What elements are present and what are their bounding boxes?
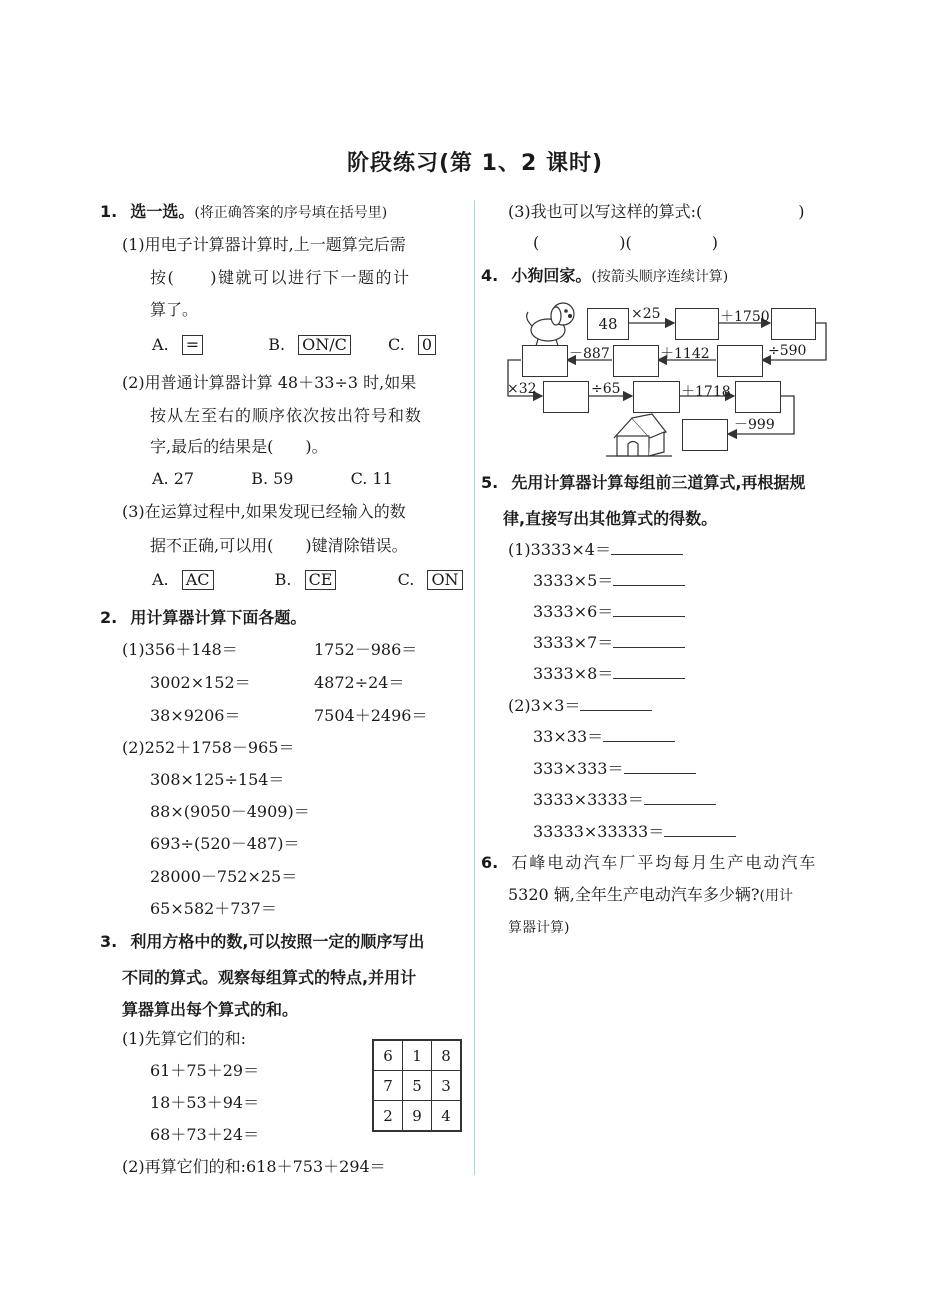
q5-expr: 333×333＝ xyxy=(533,759,624,778)
q5-expr: 33×33＝ xyxy=(533,727,604,746)
flow-answer-box[interactable] xyxy=(522,345,568,377)
op-label: ＋1718 xyxy=(681,384,731,400)
q2-expr: 38×9206＝ xyxy=(150,706,241,725)
equals-key: = xyxy=(182,335,203,355)
q2-expr: 1752－986＝ xyxy=(314,640,418,659)
q2-expr: 308×125÷154＝ xyxy=(150,770,285,789)
q1-p2-line1: (2)用普通计算器计算 48＋33÷3 时,如果 xyxy=(122,373,417,392)
q6-line1: 石峰电动汽车厂平均每月生产电动汽车 xyxy=(511,853,818,872)
question-number: 2. xyxy=(100,608,118,627)
option-c-label: C. xyxy=(388,335,405,354)
q3-p2: (2)再算它们的和:618＋753＋294＝ xyxy=(122,1157,386,1176)
q5-expr: 33333×33333＝ xyxy=(533,822,665,841)
q5-expr-row xyxy=(508,696,652,716)
option-b-label: B. xyxy=(268,335,286,354)
flow-answer-box[interactable] xyxy=(771,308,816,340)
question-number: 5. xyxy=(481,473,499,492)
q5-expr: 3333×8＝ xyxy=(533,664,614,683)
q2-expr: (2)252＋1758－965＝ xyxy=(122,738,295,757)
zero-key: 0 xyxy=(418,335,436,355)
question-5-header xyxy=(481,473,805,493)
q5-expr-row xyxy=(533,633,685,653)
q5-expr-row xyxy=(533,727,675,747)
q5-expr: 3333×6＝ xyxy=(533,602,614,621)
q2-expr: 7504＋2496＝ xyxy=(314,706,428,725)
q2-expr: (1)356＋148＝ xyxy=(122,640,238,659)
answer-blank[interactable] xyxy=(664,822,736,837)
flow-answer-box[interactable] xyxy=(613,345,659,377)
q5-expr-row xyxy=(533,790,716,810)
question-heading: 选一选。 xyxy=(130,202,195,221)
q1-p1-line2: 按( )键就可以进行下一题的计 xyxy=(150,268,411,287)
q5-expr-row xyxy=(508,540,683,560)
q5-expr-row xyxy=(533,759,696,779)
flow-answer-box[interactable] xyxy=(543,381,589,413)
flow-answer-box[interactable] xyxy=(735,381,781,413)
answer-blank[interactable] xyxy=(580,696,652,711)
q2-expr: 65×582＋737＝ xyxy=(150,899,277,918)
q5-expr-row xyxy=(533,571,685,591)
house-icon xyxy=(606,414,672,456)
op-label: ×25 xyxy=(631,306,661,322)
q1-p3-line2: 据不正确,可以用( )键清除错误。 xyxy=(150,536,408,555)
on-c-key: ON/C xyxy=(298,335,351,355)
grid-cell: 6 xyxy=(373,1040,403,1071)
flow-answer-box[interactable] xyxy=(717,345,763,377)
op-label: ＋1142 xyxy=(660,346,710,362)
answer-blank[interactable] xyxy=(613,602,685,617)
q5-expr: 3333×3333＝ xyxy=(533,790,644,809)
q1-p1-line3: 算了。 xyxy=(150,300,199,319)
flow-answer-box[interactable] xyxy=(682,419,728,451)
option-a-label: A. xyxy=(152,570,169,589)
op-label: ÷590 xyxy=(768,343,807,359)
q6-line2-row xyxy=(508,885,793,906)
option-c-label: C. xyxy=(397,570,415,589)
option-a-label: A. xyxy=(152,335,169,354)
grid-cell: 8 xyxy=(432,1040,462,1071)
q3-p3-line2: ( )( ) xyxy=(533,233,718,252)
q3-p1-label: (1)先算它们的和: xyxy=(122,1029,247,1048)
question-heading: 利用方格中的数,可以按照一定的顺序写出 xyxy=(130,932,425,951)
q6-line2: 5320 辆,全年生产电动汽车多少辆? xyxy=(508,885,760,904)
q5-expr-row xyxy=(533,602,685,622)
question-note: 算器计算) xyxy=(508,920,570,936)
option-a: A. 27 xyxy=(152,469,195,488)
q5-expr: 3333×5＝ xyxy=(533,571,614,590)
answer-blank[interactable] xyxy=(624,759,696,774)
grid-cell: 1 xyxy=(403,1040,432,1071)
grid-cell: 2 xyxy=(373,1101,403,1132)
q2-expr: 4872÷24＝ xyxy=(314,673,405,692)
op-label: ÷65 xyxy=(591,381,621,397)
q3-line2: 不同的算式。观察每组算式的特点,并用计 xyxy=(122,968,417,987)
question-heading: 先用计算器计算每组前三道算式,再根据规 xyxy=(511,473,806,492)
on-key: ON xyxy=(427,570,462,590)
q2-expr: 3002×152＝ xyxy=(150,673,251,692)
question-heading: 用计算器计算下面各题。 xyxy=(130,608,307,627)
option-c: C. 11 xyxy=(350,469,393,488)
q5-expr-row xyxy=(533,664,685,684)
q3-line3: 算器算出每个算式的和。 xyxy=(122,1000,299,1019)
grid-cell: 7 xyxy=(373,1071,403,1101)
answer-blank[interactable] xyxy=(644,790,716,805)
page-title: 阶段练习(第 1、2 课时) xyxy=(346,151,604,176)
question-note: (用计 xyxy=(759,888,793,904)
q5-expr-row xyxy=(533,822,736,842)
op-label: －887 xyxy=(569,346,610,362)
q1-p2-line3: 字,最后的结果是( )。 xyxy=(150,437,328,456)
start-value: 48 xyxy=(598,315,618,333)
answer-blank[interactable] xyxy=(611,540,683,555)
dog-icon xyxy=(527,303,574,346)
option-b-label: B. xyxy=(274,570,292,589)
q3-expr: 61＋75＋29＝ xyxy=(150,1061,260,1080)
grid-cell: 4 xyxy=(432,1101,462,1132)
question-6-header xyxy=(481,853,817,873)
q2-expr: 28000－752×25＝ xyxy=(150,867,298,886)
ac-key: AC xyxy=(182,570,214,590)
q5-line2: 律,直接写出其他算式的得数。 xyxy=(503,509,718,528)
question-note: (将正确答案的序号填在括号里) xyxy=(194,205,388,221)
grid-cell: 5 xyxy=(403,1071,432,1101)
grid-cell: 9 xyxy=(403,1101,432,1132)
flow-answer-box[interactable] xyxy=(675,308,719,340)
grid-cell: 3 xyxy=(432,1071,462,1101)
q5-expr: (2)3×3＝ xyxy=(508,696,581,715)
answer-blank[interactable] xyxy=(603,727,675,742)
question-note: (按箭头顺序连续计算) xyxy=(591,269,729,285)
flow-start-box xyxy=(587,308,629,340)
question-number: 3. xyxy=(100,932,118,951)
op-label: ×32 xyxy=(507,381,537,397)
q3-p3-line1: (3)我也可以写这样的算式:( ) xyxy=(508,202,805,221)
question-number: 1. xyxy=(100,202,118,221)
q5-expr: 3333×7＝ xyxy=(533,633,614,652)
answer-blank[interactable] xyxy=(613,664,685,679)
question-number: 4. xyxy=(481,266,499,285)
question-number: 6. xyxy=(481,853,499,872)
q3-expr: 68＋73＋24＝ xyxy=(150,1125,260,1144)
q1-p2-line2: 按从左至右的顺序依次按出符号和数 xyxy=(150,406,423,425)
ce-key: CE xyxy=(305,570,337,590)
option-b: B. 59 xyxy=(251,469,294,488)
op-label: －999 xyxy=(734,417,775,433)
q3-expr: 18＋53＋94＝ xyxy=(150,1093,260,1112)
q1-p1-line1: (1)用电子计算器计算时,上一题算完后需 xyxy=(122,235,406,254)
answer-blank[interactable] xyxy=(613,633,685,648)
flow-answer-box[interactable] xyxy=(633,381,680,413)
q5-expr: (1)3333×4＝ xyxy=(508,540,611,559)
op-label: ＋1750 xyxy=(720,309,770,325)
q2-expr: 88×(9050－4909)＝ xyxy=(150,802,310,821)
answer-blank[interactable] xyxy=(613,571,685,586)
q2-expr: 693÷(520－487)＝ xyxy=(150,834,300,853)
q1-p3-line1: (3)在运算过程中,如果发现已经输入的数 xyxy=(122,502,406,521)
question-heading: 小狗回家。 xyxy=(511,266,592,285)
